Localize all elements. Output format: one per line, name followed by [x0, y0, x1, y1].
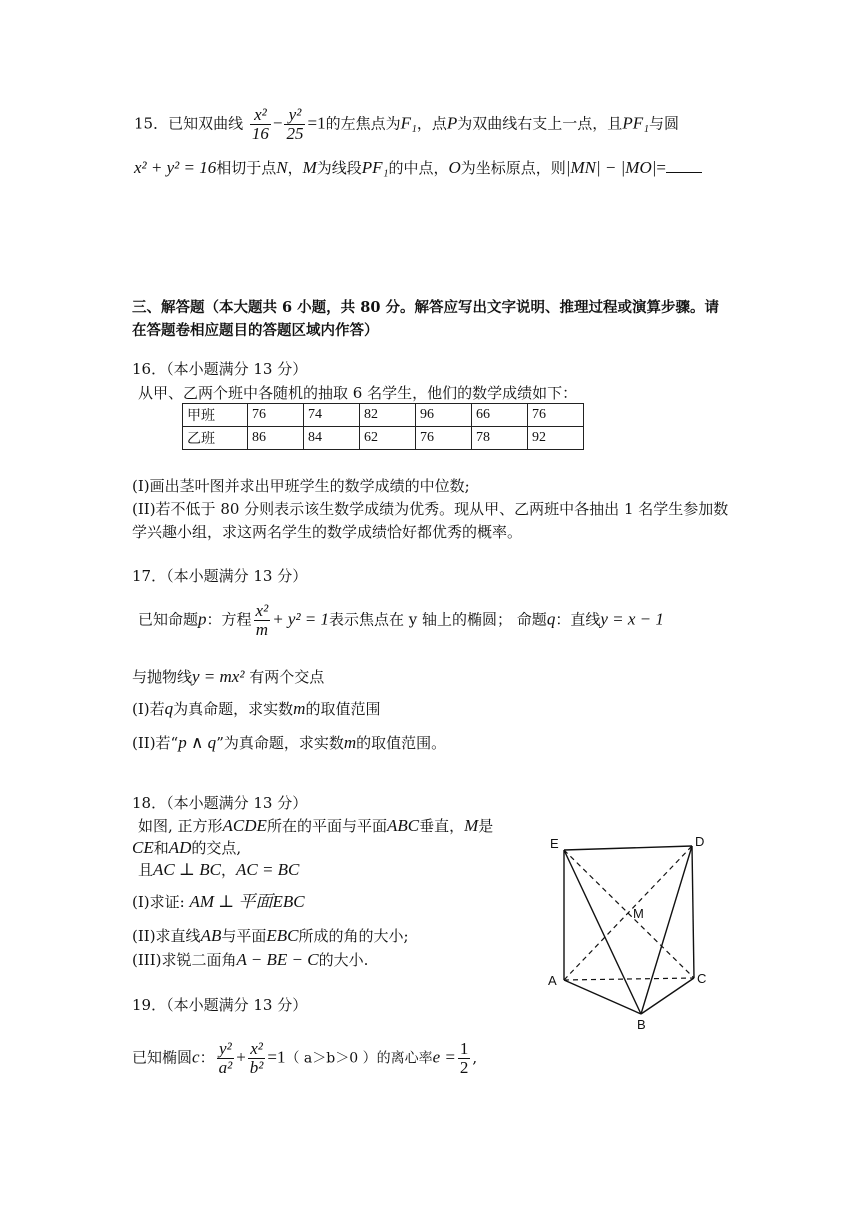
q19-fraction-x: $\frac{\text{x²}}{\text{b²}}$ — [249, 1039, 264, 1077]
label-M: M — [633, 906, 644, 921]
geometry-figure — [540, 826, 720, 1036]
label-D: D — [695, 834, 705, 849]
edge-ED — [564, 846, 692, 850]
q19-fraction-e: $\frac{1}{2}$ — [459, 1039, 469, 1077]
edge-DB — [641, 846, 692, 1014]
q18-heading: 18．（本小题满分 13 分） — [132, 794, 308, 812]
q18-part3: (III)求锐二面角A − BE − C的大小. — [132, 950, 369, 969]
edge-AB — [564, 980, 641, 1014]
label-A: A — [548, 973, 557, 988]
edge-CB — [641, 978, 694, 1014]
q15-fraction-x: $\frac{\text{x²}}{16}$ — [251, 105, 269, 143]
label-C: C — [697, 971, 707, 986]
q18-line2: CE和AD的交点, — [132, 838, 242, 857]
edge-DC — [692, 846, 694, 978]
section3-heading-line2: 在答题卷相应题目的答题区域内作答） — [132, 322, 379, 339]
section3-heading-line1: 三、解答题（本大题共 6 小题，共 80 分。解答应写出文字说明、推理过程或演算步骤。请 — [132, 299, 719, 316]
edge-EB — [564, 850, 641, 1014]
q19-fraction-y: $\frac{\text{y²}}{\text{a²}}$ — [218, 1039, 233, 1077]
q15-line2: x² + y² = 16相切于点N，M为线段PF₁的中点，O为坐标原点，则|MN| − |MO|= — [134, 158, 702, 178]
scores-table — [182, 403, 584, 450]
label-B: B — [637, 1017, 646, 1032]
q16-part2a: (II)若不低于 80 分则表示该生数学成绩为优秀。现从甲、乙两班中各抽出 1 名学生参加数 — [132, 500, 729, 518]
q17-line2: 与抛物线y = mx² 有两个交点 — [132, 667, 325, 686]
q18-part2: (II)求直线AB与平面EBC所成的角的大小; — [132, 926, 409, 945]
q16-intro: 从甲、乙两个班中各随机的抽取 6 名学生，他们的数学成绩如下： — [138, 384, 578, 402]
q17-line1: 已知命题p：方程 $\frac{\text{x²}}{m}$ + y² = 1表示焦点在 y 轴上的椭圆； 命题q：直线y = x − 1 — [138, 601, 664, 639]
answer-blank — [666, 158, 702, 173]
label-E: E — [550, 836, 559, 851]
q17-part2: (II)若“p ∧ q”为真命题，求实数m的取值范围。 — [132, 733, 447, 752]
q17-part1: (I)若q为真命题，求实数m的取值范围 — [132, 699, 381, 718]
q17-fraction: $\frac{\text{x²}}{m}$ — [255, 601, 269, 639]
edge-AD — [564, 846, 692, 980]
q15-line1: 15．已知双曲线 $\frac{\text{x²}}{16}$ − $\frac{\text{y²}}{25}$ =1的左焦点为F₁，点P为双曲线右支上一点，且PF₁与圆 — [134, 105, 680, 143]
q15-number: 15． — [134, 114, 169, 133]
edge-AC — [564, 978, 694, 980]
q17-heading: 17．（本小题满分 13 分） — [132, 567, 308, 585]
q18-part1: (I)求证: AM ⊥ 平面EBC — [132, 892, 305, 911]
q16-part1: (I)画出茎叶图并求出甲班学生的数学成绩的中位数; — [132, 477, 470, 495]
q19-heading: 19．（本小题满分 13 分） — [132, 996, 308, 1014]
q18-line3: 且AC ⊥ BC，AC = BC — [138, 860, 300, 879]
table-row: 甲班 76 74 82 96 66 76 — [183, 404, 584, 427]
q16-heading: 16．（本小题满分 13 分） — [132, 360, 308, 378]
q16-part2b: 学兴趣小组，求这两名学生的数学成绩恰好都优秀的概率。 — [132, 523, 523, 541]
table-row: 乙班 86 84 62 76 78 92 — [183, 427, 584, 450]
q19-line1: 已知椭圆c： $\frac{\text{y²}}{\text{a²}}$ + $\frac{\text{x²}}{\text{b²}}$ =1（ a＞b＞0 ）的离心率e = $\frac{1}{2}$ , — [132, 1039, 478, 1077]
q18-line1: 如图, 正方形ACDE所在的平面与平面ABC垂直，M是 — [138, 816, 494, 835]
q15-fraction-y: $\frac{\text{y²}}{25}$ — [286, 105, 304, 143]
